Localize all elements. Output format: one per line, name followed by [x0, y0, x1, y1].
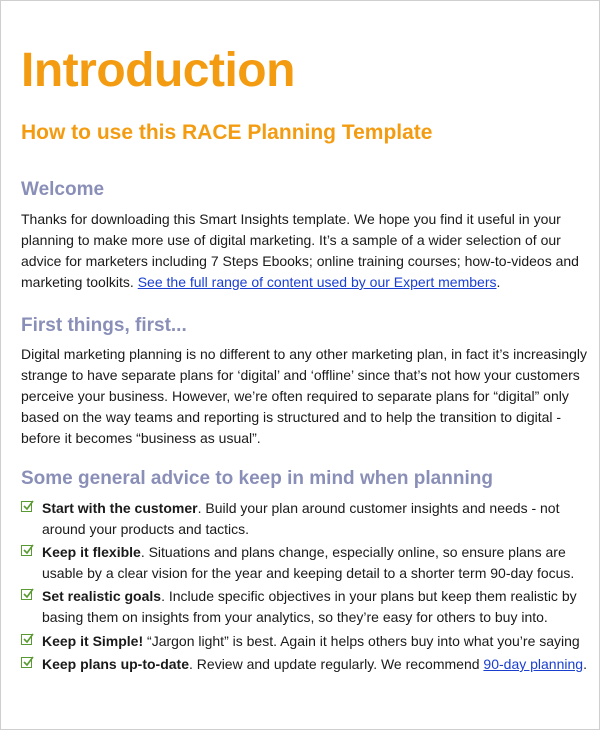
- advice-item-suffix: .: [583, 656, 587, 672]
- advice-item-text: around your products and tactics.: [42, 521, 250, 537]
- welcome-line: advice for marketers including 7 Steps Ebooks; online training courses; how-to-videos and: [21, 253, 579, 269]
- advice-item-title: Set realistic goals: [42, 588, 162, 604]
- advice-item-text: . Situations and plans change, especially online, so ensure plans are: [140, 544, 566, 560]
- first-things-line: strange to have separate plans for ‘digital’ and ‘offline’ since that’s not how your customers: [21, 367, 580, 383]
- first-things-line: based on the way teams and reporting is structured and to help the transition to digital -: [21, 409, 562, 425]
- first-things-line: Digital marketing planning is no different to any other marketing plan, in fact it’s increasingly: [21, 346, 588, 362]
- advice-heading: Some general advice to keep in mind when planning: [21, 468, 493, 489]
- welcome-line: Thanks for downloading this Smart Insights template. We hope you find it useful in your: [21, 211, 561, 227]
- ninety-day-planning-link[interactable]: 90-day planning: [483, 656, 584, 672]
- welcome-line-last: [21, 272, 581, 293]
- welcome-paragraph: [21, 209, 581, 293]
- advice-item-title: Keep plans up-to-date: [42, 656, 190, 672]
- checkbox-checked-icon: [21, 634, 32, 645]
- advice-item-text: . Include specific objectives in your plans but keep them realistic by: [161, 588, 577, 604]
- checkbox-checked-icon: [21, 589, 32, 600]
- first-things-paragraph: [21, 344, 588, 449]
- checkbox-checked-icon: [21, 545, 32, 556]
- advice-item-text: “Jargon light” is best. Again it helps others buy into what you’re saying: [143, 633, 580, 649]
- advice-item-title: Keep it flexible: [42, 544, 141, 560]
- page-subtitle: How to use this RACE Planning Template: [21, 121, 433, 144]
- advice-item-title: Start with the customer: [42, 500, 198, 516]
- advice-item-text: basing them on insights from your analytics, so they’re easy for others to buy into.: [42, 609, 548, 625]
- welcome-last-prefix: marketing toolkits.: [21, 274, 138, 290]
- first-things-heading: First things, first...: [21, 315, 187, 336]
- welcome-line: planning to make more use of digital marketing. It’s a sample of a wider selection of our: [21, 232, 561, 248]
- checkbox-checked-icon: [21, 501, 32, 512]
- advice-item-text: . Build your plan around customer insights and needs - not: [197, 500, 560, 516]
- advice-item-text: . Review and update regularly. We recommend: [189, 656, 484, 672]
- first-things-line: before it becomes “business as usual”.: [21, 430, 261, 446]
- checkbox-checked-icon: [21, 657, 32, 668]
- expert-members-link[interactable]: See the full range of content used by our Expert members: [137, 274, 497, 290]
- welcome-heading: Welcome: [21, 179, 105, 200]
- advice-item-text: usable by a clear vision for the year and keeping detail to a shorter term 90-day focus.: [42, 565, 575, 581]
- page-title: Introduction: [21, 44, 295, 97]
- advice-item-title: Keep it Simple!: [42, 633, 144, 649]
- first-things-line: perceive your business. However, we’re often required to separate plans for “digital” only: [21, 388, 569, 404]
- welcome-last-suffix: .: [496, 274, 501, 290]
